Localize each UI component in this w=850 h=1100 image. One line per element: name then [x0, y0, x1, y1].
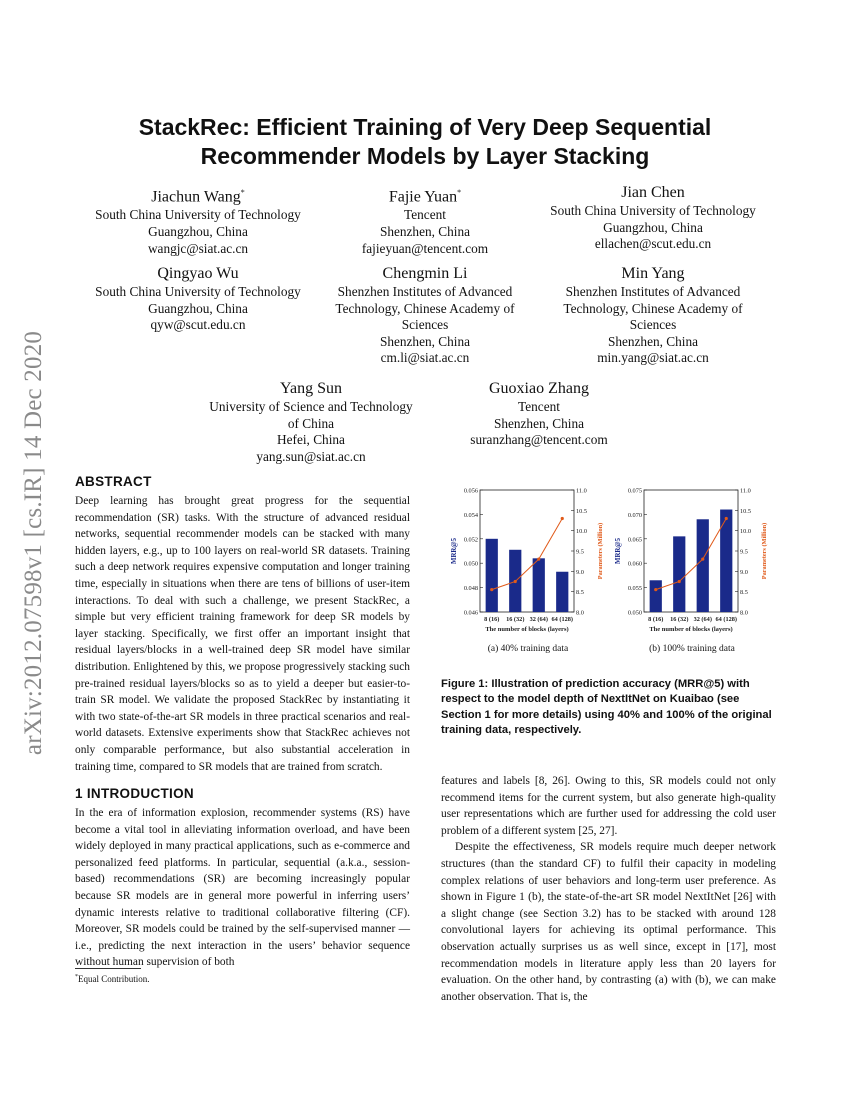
- figure-1a-chart: [448, 484, 608, 644]
- right-paragraph-2: Despite the effectiveness, SR models require much deeper network structures (than the standard CF) to fulfil their capacity in modeling complex relations of user behaviors and long-term user preference. As shown in Figure 1 (b), the state-of-the-art SR model NextItNet [26] with a slight change (see Section 3.2) has to be stacked with around 128 convolutional layers for achieving its optimal performance. This observation actually surprises us as well since, except in [17], most recommendation models in literature apply less than 20 layers for evaluation. On the other hand, by contrasting (a) with (b), we can make another observation. That is, the: [441, 841, 776, 1003]
- y-axis-label: MRR@5: [451, 538, 458, 564]
- author-name: Yang Sun: [280, 380, 342, 397]
- figure-1a-caption: (a) 40% training data: [487, 644, 569, 654]
- author-email: wangjc@siat.ac.cn: [147, 240, 249, 256]
- y2-tick-label: 8.0: [576, 609, 584, 617]
- author-affiliation: South China University of Technology: [95, 207, 301, 223]
- y-tick-label: 0.046: [463, 609, 478, 617]
- y2-axis-label: Parameters (Million): [597, 522, 604, 580]
- chart-a-svg: [448, 484, 608, 639]
- y-tick-label: 0.060: [627, 560, 642, 568]
- parameters-line: [656, 518, 727, 589]
- author-location: Shenzhen, China: [607, 333, 699, 349]
- x-axis-label: The number of blocks (layers): [485, 626, 569, 633]
- y2-tick-label: 9.5: [576, 548, 584, 556]
- y-tick-label: 0.065: [627, 536, 642, 544]
- author-name: Min Yang: [621, 265, 685, 282]
- y2-tick-label: 11.0: [576, 487, 587, 495]
- y2-tick-label: 9.0: [576, 568, 584, 576]
- author-affiliation: Shenzhen Institutes of Advanced: [337, 284, 513, 299]
- line-point: [678, 580, 681, 583]
- author-affiliation: Sciences: [629, 317, 677, 333]
- author-email: suranzhang@tencent.com: [470, 432, 608, 448]
- parameters-line: [492, 518, 563, 589]
- chart-b-svg: [612, 484, 772, 639]
- bar: [556, 572, 568, 612]
- footnote-divider: [75, 968, 141, 969]
- line-point: [561, 517, 564, 520]
- author-block: [428, 379, 650, 449]
- author-name: Fajie Yuan*: [388, 188, 462, 206]
- author-affiliation: Technology, Chinese Academy of: [563, 300, 743, 316]
- abstract-text: Deep learning has brought great progress for the sequential recommendation (SR) tasks. With the structure of advanced residual networks, sequential recommender models can be stacked with many hidden layers, e.g., up to 100 layers on real-world SR datasets. Training such a deep network requires expensive computation and longer training time, especially in situations when there are tens of billions of user-item interactions. To deal with such a challenge, we present StackRec, a simple but very efficient training framework for deep SR models by layer stacking. Specifically, we first offer an important insight that residual layers/blocks in a well-trained deep SR model have similar distribution. Enlightened by this, we propose progressively stacking such pre-trained residual layers/blocks so as to yield a deeper but easier-to-train SR model. We validate the proposed StackRec by instantiating it with two state-of-the-art SR models in three practical scenarios and real-world datasets. Extensive experiments show that StackRec achieves not only comparable performance, but also substantial acceleration in training time, compared to SR models that are trained from scratch.: [75, 495, 410, 773]
- x-tick-label: 16 (32): [506, 616, 525, 623]
- y2-tick-label: 10.0: [576, 528, 588, 536]
- y-tick-label: 0.050: [463, 560, 478, 568]
- line-point: [537, 558, 540, 561]
- title-line-1: StackRec: Efficient Training of Very Deep Sequential: [138, 114, 712, 140]
- y-tick-label: 0.048: [463, 585, 478, 593]
- author-affiliation: Sciences: [401, 317, 449, 333]
- line-point: [654, 588, 657, 591]
- author-email: yang.sun@siat.ac.cn: [256, 448, 366, 464]
- author-affiliation: Tencent: [404, 207, 446, 223]
- author-name: Chengmin Li: [382, 265, 468, 282]
- line-point: [514, 580, 517, 583]
- author-block: [536, 183, 770, 253]
- figure-1b-chart: [612, 484, 772, 644]
- author-affiliation: Shenzhen Institutes of Advanced: [565, 284, 741, 299]
- arxiv-stamp-text: arXiv:2012.07598v1 [cs.IR] 14 Dec 2020: [20, 330, 48, 756]
- x-tick-label: 64 (128): [715, 616, 738, 623]
- y2-tick-label: 10.0: [740, 528, 752, 536]
- y2-tick-label: 8.5: [740, 589, 748, 597]
- author-email: cm.li@siat.ac.cn: [380, 350, 470, 366]
- y2-tick-label: 8.0: [740, 609, 748, 617]
- y-tick-label: 0.070: [627, 511, 642, 519]
- author-affiliation: South China University of Technology: [550, 203, 756, 218]
- y-axis-label: MRR@5: [615, 538, 622, 564]
- x-tick-label: 8 (16): [484, 616, 500, 623]
- author-location: Shenzhen, China: [379, 223, 471, 239]
- line-point: [701, 558, 704, 561]
- y2-tick-label: 10.5: [576, 507, 588, 515]
- arxiv-stamp: [14, 298, 54, 788]
- bar: [697, 519, 709, 612]
- bar: [486, 539, 498, 612]
- introduction-heading: 1 INTRODUCTION: [75, 786, 194, 801]
- author-name: Jian Chen: [621, 184, 685, 201]
- author-block: [200, 379, 422, 465]
- author-block: [317, 183, 533, 257]
- author-location: Guangzhou, China: [148, 300, 248, 316]
- x-tick-label: 64 (128): [551, 616, 574, 623]
- line-point: [490, 588, 493, 591]
- bar: [650, 580, 662, 612]
- author-location: Hefei, China: [277, 432, 345, 448]
- x-tick-label: 16 (32): [670, 616, 689, 623]
- x-tick-label: 32 (64): [529, 616, 548, 623]
- line-point: [725, 517, 728, 520]
- author-affiliation: Technology, Chinese Academy of: [335, 300, 515, 316]
- author-block: [545, 264, 761, 367]
- right-paragraph-1: features and labels [8, 26]. Owing to this, SR models could not only recommend items for the current system, but also generate high-quality user representations which are further used for addressing the cold user problem of a different system [25, 27].: [441, 775, 776, 837]
- author-email: min.yang@siat.ac.cn: [597, 350, 709, 366]
- abstract-heading: ABSTRACT: [75, 474, 152, 489]
- y-tick-label: 0.055: [627, 585, 642, 593]
- y-tick-label: 0.054: [463, 511, 478, 519]
- bar: [673, 536, 685, 612]
- y-tick-label: 0.075: [627, 487, 642, 495]
- x-tick-label: 32 (64): [693, 616, 712, 623]
- author-block: [82, 264, 314, 334]
- author-name: Jiachun Wang*: [151, 188, 245, 206]
- y-tick-label: 0.056: [463, 487, 478, 495]
- x-tick-label: 8 (16): [648, 616, 664, 623]
- y2-tick-label: 9.5: [740, 548, 748, 556]
- title-line-2: Recommender Models by Layer Stacking: [200, 143, 650, 169]
- author-email: fajieyuan@tencent.com: [361, 240, 489, 256]
- y-tick-label: 0.050: [627, 609, 642, 617]
- author-location: Shenzhen, China: [379, 333, 471, 349]
- author-affiliation: University of Science and Technology: [209, 399, 413, 414]
- figure-caption: Figure 1: Illustration of prediction accuracy (MRR@5) with respect to the model depth of NextItNet on Kuaibao (see Section 1 for more details) using 40% and 100% of the original training data, respectively.: [441, 678, 772, 736]
- author-email: qyw@scut.edu.cn: [150, 317, 246, 333]
- footnote: *Equal Contribution.: [75, 974, 150, 984]
- author-affiliation: Tencent: [518, 399, 560, 414]
- author-affiliation: South China University of Technology: [95, 284, 301, 299]
- footnote-text: Equal Contribution.: [78, 974, 150, 984]
- right-column-text: [441, 773, 776, 1005]
- introduction-text: In the era of information explosion, recommender systems (RS) have become a vital tool in alleviating information overload, and have been widely deployed in many practical applications, such as e-commerce and personalized feed platforms. In particular, sequential (a.k.a., session-based) recommendations (SR) are becoming increasingly popular because SR models are in general more powerful in inferring users’ dynamic interests relative to traditional collaborative filtering (CF). Moreover, SR models could be trained by the self-supervised manner — i.e., predicting the next interaction in the users’ behavior sequence without human supervision of both: [75, 807, 410, 969]
- author-name: Qingyao Wu: [157, 265, 239, 282]
- author-location: Shenzhen, China: [493, 415, 585, 431]
- y2-tick-label: 9.0: [740, 568, 748, 576]
- introduction-section: [75, 786, 410, 971]
- y2-axis-label: Parameters (Million): [761, 522, 768, 580]
- figure-1b-caption: (b) 100% training data: [649, 644, 735, 654]
- author-location: Guangzhou, China: [603, 219, 703, 235]
- author-name: Guoxiao Zhang: [489, 380, 589, 397]
- author-location: Guangzhou, China: [148, 223, 248, 239]
- y2-tick-label: 11.0: [740, 487, 751, 495]
- y-tick-label: 0.052: [463, 536, 478, 544]
- paper-title: [75, 113, 775, 171]
- author-block: [317, 264, 533, 367]
- y2-tick-label: 10.5: [740, 507, 752, 515]
- author-email: ellachen@scut.edu.cn: [594, 236, 712, 252]
- author-block: [82, 183, 314, 257]
- x-axis-label: The number of blocks (layers): [649, 626, 733, 633]
- abstract-section: [75, 474, 410, 775]
- author-affiliation: of China: [287, 415, 335, 431]
- y2-tick-label: 8.5: [576, 589, 584, 597]
- bar: [533, 558, 545, 612]
